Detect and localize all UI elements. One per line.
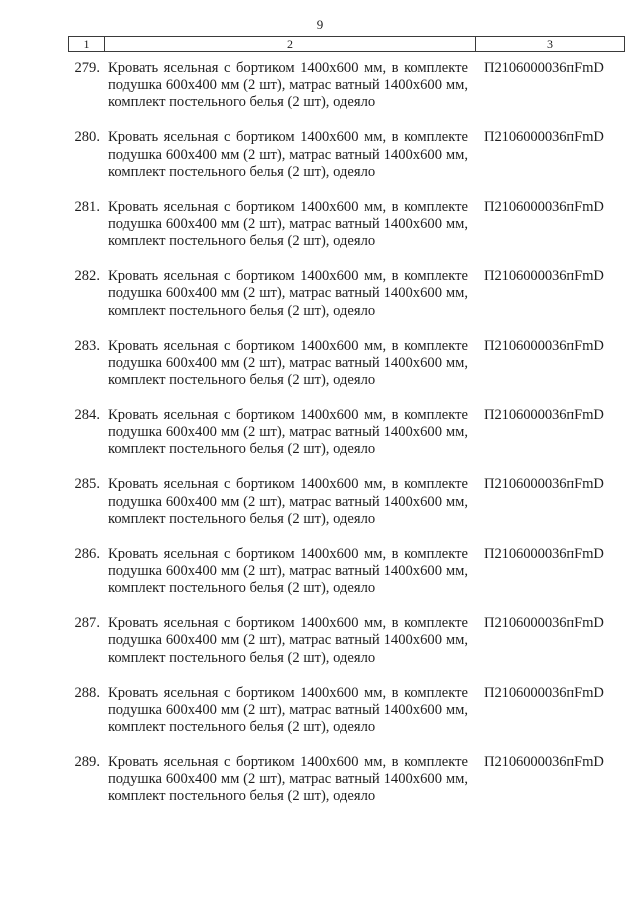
row-number: 279. (74, 60, 100, 76)
row-number: 281. (74, 198, 100, 215)
row-number: 283. (74, 337, 100, 354)
row-number: 286. (74, 545, 100, 562)
table-row (0, 60, 640, 129)
table-row (0, 407, 640, 476)
row-description: Кровать ясельная с бортиком 1400х600 мм, в комплекте подушка 600х400 мм (2 шт), матрас ватный 1400х600 мм, комплект постельного белья (2 шт), одеяло (108, 198, 468, 250)
row-code: П2106000036пFmD (484, 545, 604, 562)
row-description: Кровать ясельная с бортиком 1400х600 мм, в комплекте подушка 600х400 мм (2 шт), матрас ватный 1400х600 мм, комплект постельного белья (2 шт), одеяло (108, 545, 468, 597)
row-description: Кровать ясельная с бортиком 1400х600 мм, в комплекте подушка 600х400 мм (2 шт), матрас ватный 1400х600 мм, комплект постельного белья (2 шт), одеяло (108, 337, 468, 388)
row-number: 288. (74, 684, 100, 701)
row-code: П2106000036пFmD (484, 337, 604, 354)
table-row (0, 268, 640, 337)
row-description: Кровать ясельная с бортиком 1400х600 мм, в комплекте подушка 600х400 мм (2 шт), матрас ватный 1400х600 мм, комплект постельного белья (2 шт), одеяло (108, 60, 468, 111)
row-number: 284. (74, 406, 100, 423)
row-code: П2106000036пFmD (484, 129, 604, 146)
row-code: П2106000036пFmD (484, 60, 604, 76)
table-row (0, 685, 640, 754)
row-description: Кровать ясельная с бортиком 1400х600 мм, в комплекте подушка 600х400 мм (2 шт), матрас ватный 1400х600 мм, комплект постельного белья (2 шт), одеяло (108, 268, 468, 319)
row-description: Кровать ясельная с бортиком 1400х600 мм, в комплекте подушка 600х400 мм (2 шт), матрас ватный 1400х600 мм, комплект постельного белья (2 шт), одеяло (108, 476, 468, 527)
row-description: Кровать ясельная с бортиком 1400х600 мм, в комплекте подушка 600х400 мм (2 шт), матрас ватный 1400х600 мм, комплект постельного белья (2 шт), одеяло (108, 615, 468, 666)
row-code: П2106000036пFmD (484, 753, 604, 770)
row-code: П2106000036пFmD (484, 406, 604, 423)
table-row (0, 615, 640, 684)
header-col-2: 2 (105, 37, 476, 51)
row-description: Кровать ясельная с бортиком 1400х600 мм, в комплекте подушка 600х400 мм (2 шт), матрас ватный 1400х600 мм, комплект постельного белья (2 шт), одеяло (108, 753, 468, 805)
row-code: П2106000036пFmD (484, 268, 604, 285)
row-code: П2106000036пFmD (484, 684, 604, 701)
header-col-1: 1 (69, 37, 105, 51)
row-number: 289. (74, 753, 100, 770)
header-col-3: 3 (547, 37, 553, 51)
row-description: Кровать ясельная с бортиком 1400х600 мм, в комплекте подушка 600х400 мм (2 шт), матрас ватный 1400х600 мм, комплект постельного белья (2 шт), одеяло (108, 129, 468, 180)
row-number: 280. (74, 129, 100, 146)
table-row (0, 338, 640, 407)
row-number: 287. (74, 615, 100, 632)
page-number: 9 (316, 17, 324, 32)
table-body (0, 60, 640, 823)
row-number: 285. (74, 476, 100, 493)
table-row (0, 199, 640, 268)
table-row (0, 546, 640, 615)
row-code: П2106000036пFmD (484, 198, 604, 215)
table-header (68, 36, 625, 52)
row-code: П2106000036пFmD (484, 615, 604, 632)
table-row (0, 129, 640, 198)
table-row (0, 754, 640, 823)
row-code: П2106000036пFmD (484, 476, 604, 493)
row-number: 282. (74, 268, 100, 285)
row-description: Кровать ясельная с бортиком 1400х600 мм, в комплекте подушка 600х400 мм (2 шт), матрас ватный 1400х600 мм, комплект постельного белья (2 шт), одеяло (108, 406, 468, 458)
row-description: Кровать ясельная с бортиком 1400х600 мм, в комплекте подушка 600х400 мм (2 шт), матрас ватный 1400х600 мм, комплект постельного белья (2 шт), одеяло (108, 684, 468, 735)
table-row (0, 476, 640, 545)
